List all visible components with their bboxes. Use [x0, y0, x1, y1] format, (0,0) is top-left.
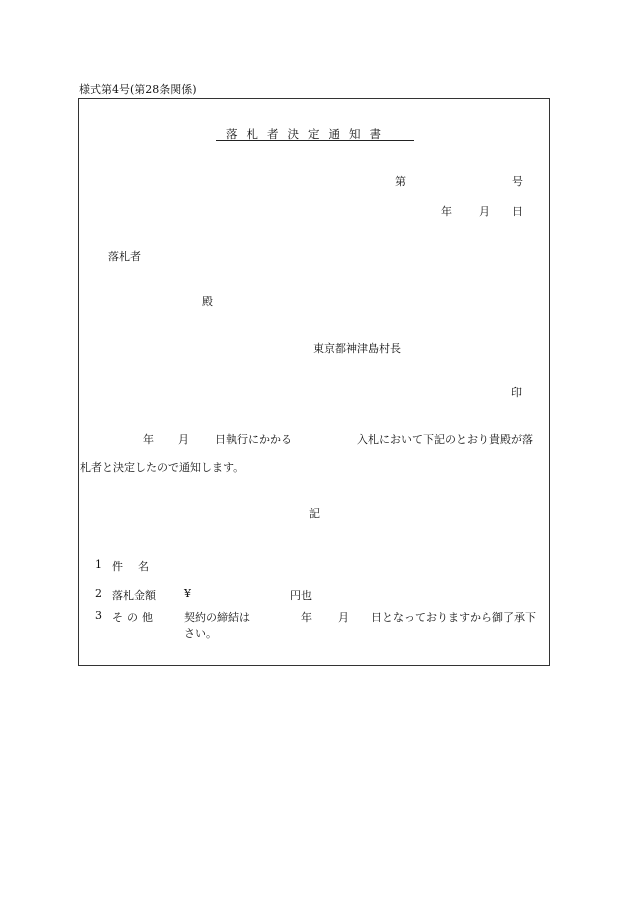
- body-month: 月: [178, 433, 189, 446]
- body-line-2: 札者と決定したので通知します。: [80, 461, 245, 474]
- form-frame: [78, 98, 550, 666]
- item1-label: 件 名: [112, 560, 151, 573]
- item2-label: 落札金額: [112, 589, 156, 602]
- doc-number-prefix: 第: [395, 175, 406, 188]
- date-month: 月: [479, 205, 490, 218]
- item3-text-b: 日となっておりますから御了承下: [371, 611, 536, 624]
- item3-year: 年: [301, 611, 312, 624]
- item3-text-c: さい。: [184, 627, 217, 640]
- issuer-name: 東京都神津島村長: [313, 342, 401, 355]
- seal-mark: 印: [511, 386, 522, 399]
- item2-yen: ¥: [184, 587, 191, 600]
- item2-number: 2: [95, 587, 102, 600]
- body-year: 年: [143, 433, 154, 446]
- recipient-label: 落札者: [108, 250, 141, 263]
- item2-suffix: 円也: [290, 589, 312, 602]
- document-title: 落札者決定通知書: [226, 127, 390, 141]
- date-year: 年: [441, 205, 452, 218]
- ki-heading: 記: [309, 507, 320, 520]
- item3-number: 3: [95, 609, 102, 622]
- item1-number: 1: [95, 558, 102, 571]
- body-phrase-2: 入札において下記のとおり貴殿が落: [357, 433, 533, 446]
- form-label: 様式第4号(第28条関係): [79, 83, 197, 96]
- item3-label: その他: [112, 611, 157, 624]
- title-underline: [216, 140, 414, 141]
- body-day-phrase: 日執行にかかる: [215, 433, 292, 446]
- honorific: 殿: [202, 295, 213, 308]
- doc-number-suffix: 号: [512, 175, 523, 188]
- date-day: 日: [512, 205, 523, 218]
- item3-text-a: 契約の締結は: [184, 611, 250, 624]
- item3-month: 月: [338, 611, 349, 624]
